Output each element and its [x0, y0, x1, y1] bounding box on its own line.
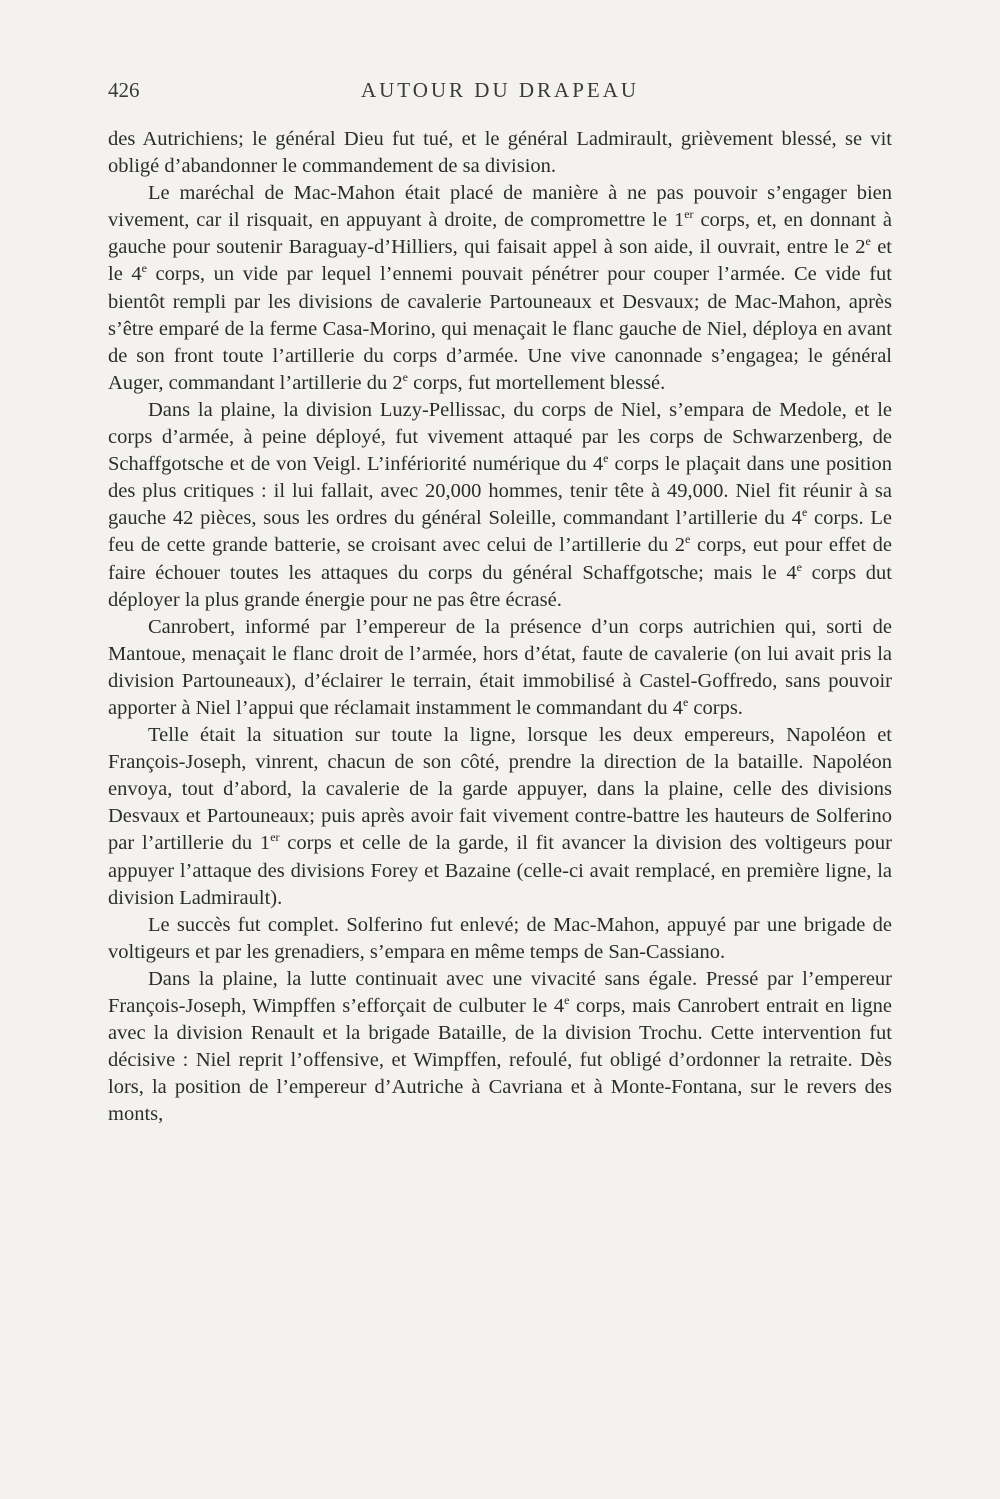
text-run: corps dut déployer la plus grande énergie pour ne pas être écrasé.: [108, 561, 892, 611]
running-head: [108, 78, 892, 112]
superscript: e: [603, 451, 609, 466]
running-title: AUTOUR DU DRAPEAU: [360, 78, 640, 102]
superscript: e: [141, 261, 147, 276]
text-run: corps, eut pour effet de faire échouer toutes les attaques du corps du général Schaffgotsche; mais le 4: [108, 534, 892, 584]
text-run: corps. Le feu de cette grande batterie, se croisant avec celui de l’artillerie du 2: [108, 507, 892, 557]
paragraph: [108, 126, 892, 180]
text-run: Le maréchal de Mac-Mahon était placé de manière à ne pas pouvoir s’engager bien vivement, car il risquait, en appuyant à droite, de compromettre le 1: [108, 182, 892, 232]
text-run: corps, un vide par lequel l’ennemi pouvait pénétrer pour couper l’armée. Ce vide fut bientôt rempli par les divisions de cavalerie Partouneaux et Desvaux; de Mac-Mahon, après s’être emparé de la ferme Casa-Morino, qui menaçait le flanc gauche de Niel, déploya en avant de son front toute l’artillerie du corps d’armée. Une vive canonnade s’engagea; le général Auger, commandant l’artillerie du 2: [108, 263, 892, 394]
text-run: corps.: [688, 696, 743, 719]
superscript: e: [682, 695, 689, 710]
text-run: des Autrichiens; le général Dieu fut tué, et le général Ladmirault, grièvement blessé, se vit obligé d’abandonner le commandement de sa division.: [108, 128, 892, 178]
superscript: e: [685, 532, 691, 547]
paragraph: [108, 397, 892, 614]
superscript: er: [684, 207, 694, 222]
paragraph: [108, 966, 892, 1129]
text-run: corps, mais Canrobert entrait en ligne avec la division Renault et la brigade Bataille, de la division Trochu. Cette intervention fut décisive : Niel reprit l’offensive, et Wimpffen, refoulé, fut obligé d’ordonner la retraite. Dès lors, la position de l’empereur d’Autriche à Cavriana et à Monte-Fontana, sur le revers des monts,: [108, 995, 893, 1126]
paragraph: [108, 722, 892, 912]
paragraph: [108, 614, 892, 722]
superscript: e: [865, 234, 871, 249]
text-run: Dans la plaine, la lutte continuait avec une vivacité sans égale. Pressé par l’empereur François-Joseph, Wimpffen s’efforçait de culbuter le 4: [108, 967, 892, 1017]
text-run: Telle était la situation sur toute la ligne, lorsque les deux empereurs, Napoléon et François-Joseph, vinrent, chacun de son côté, prendre la direction de la bataille. Napoléon envoya, tout d’abord, la cavalerie de la garde appuyer, dans la plaine, celle des divisions Desvaux et Partouneaux; puis après avoir fait vivement contre-battre les hauteurs de Solferino par l’artillerie du 1: [108, 724, 892, 855]
superscript: e: [564, 993, 570, 1008]
superscript: er: [270, 830, 280, 845]
text-run: corps le plaçait dans une position des plus critiques : il lui fallait, avec 20,000 hommes, tenir tête à 49,000. Niel fit réunir à sa gauche 42 pièces, sous les ordres du général Soleille, commandant l’artillerie du 4: [108, 453, 893, 530]
text-run: corps, fut mortellement blessé.: [407, 371, 666, 394]
page-number: 426: [108, 78, 140, 102]
text-run: et le 4: [108, 236, 893, 286]
superscript: e: [801, 505, 808, 520]
text-run: Le succès fut complet. Solferino fut enlevé; de Mac-Mahon, appuyé par une brigade de voltigeurs et par les grenadiers, s’empara en même temps de San-Cassiano.: [108, 913, 892, 963]
text-run: corps, et, en donnant à gauche pour soutenir Baraguay-d’Hilliers, qui faisait appel à son aide, il ouvrait, entre le 2: [108, 209, 892, 259]
superscript: e: [796, 559, 802, 574]
text-run: corps et celle de la garde, il fit avancer la division des voltigeurs pour appuyer l’attaque des divisions Forey et Bazaine (celle-ci avait remplacé, en première ligne, la division Ladmirault).: [108, 832, 892, 909]
paragraph: [108, 912, 892, 966]
body-text: [108, 126, 892, 1128]
text-run: Dans la plaine, la division Luzy-Pellissac, du corps de Niel, s’empara de Medole, et le corps d’armée, à peine déployé, fut vivement attaqué par les corps de Schwarzenberg, de Schaffgotsche et de von Veigl. L’infériorité numérique du 4: [108, 398, 892, 476]
superscript: e: [402, 370, 408, 385]
text-run: Canrobert, informé par l’empereur de la présence d’un corps autrichien qui, sorti de Mantoue, menaçait le flanc droit de l’armée, hors d’état, faute de cavalerie (on lui avait pris la division Partouneaux), d’éclairer le terrain, était immobilisé à Castel-Goffredo, sans pouvoir apporter à Niel l’appui que réclamait instamment le commandant du 4: [108, 615, 892, 719]
paragraph: [108, 180, 892, 397]
